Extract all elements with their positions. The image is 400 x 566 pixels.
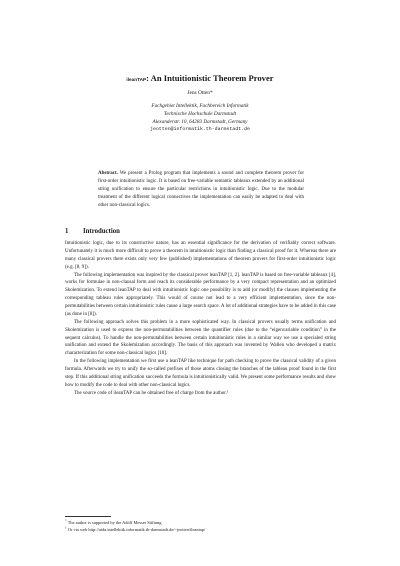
system-name: ileanTAP [126, 77, 147, 82]
abstract [98, 170, 304, 210]
paragraph-3: The following approach solves this problem in a more sophisticated way. In classical provers usually terms unification and Skolemization is used to express the non-permutabilities between the quantifier rules (due to the “eigenvariable condition” in the sequent calculus). To handle the non-permutabilities between certain intuitionistic rules in a similar way we use a specialed string unification and extend the Skolemization accordingly. The basis of this approach was invented by Wallen who developed a matrix characterization for some non-classical logics [10]. [65, 319, 336, 357]
affiliation-line-1: Fachgebiet Intellektik, Fachbereich Informatik [151, 103, 249, 109]
footnote-1-text: The author is supported by the Adölf Messer Stiftung [67, 520, 162, 525]
affiliation-line-2: Technische Hochschule Darmstadt [163, 111, 237, 117]
footnote-1 [65, 520, 340, 526]
author-email: jeotten@informatik.th-darmstadt.de [150, 127, 250, 132]
footnote-1-mark: * [65, 518, 67, 523]
paragraph-2: The following implementation was inspired by the classical prover leanTAP [1, 2]. leanTAP is based on free-variable tableaux [4], works for formulae in non-clausal form and reach its considerable performance by a very compact representation and an optimized Skolemization. To extend leanTAP to deal with intuitionistic logic one possibility is to add (or modify) the clauses implementing the corresponding tableau rules appropriately. This would of course not lead to a very efficient implementation, since the non-permutabilities between certain intuitionistic rules cause a large search space. A lot of additional strategies have to be added in this case (as done in [8]). [65, 272, 336, 317]
paragraph-5: The source code of ileanTAP can be obtained free of charge from the author.¹ [74, 390, 229, 396]
section-number: 1 [65, 228, 69, 235]
section-heading [65, 228, 120, 235]
footnote-2-mark: 1 [65, 525, 67, 530]
abstract-text: We present a Prolog program that implements a sound and complete theorem prover for first-order intuitionistic logic. It is based on free-variable semantic tableaux extended by an additional string unification to ensure the particular restrictions in intuitionistic logic. Due to the modular treatment of the different logical connectives the implementation can easily be adapted to deal with other non-classical logics. [98, 171, 304, 208]
section-title: Introduction [83, 228, 120, 235]
footnote-2-text: Or via web http://aida.intellektik.informatik.th-darmstadt.de/~jeotten/ileantap/ [67, 527, 206, 532]
abstract-label: Abstract. [98, 171, 118, 176]
footnote-rule [65, 516, 111, 517]
title-rest: : An Intuitionistic Theorem Prover [146, 73, 274, 83]
footnote-2 [65, 527, 340, 533]
affiliation-line-3: Alexanderstr. 10, 64283 Darmstadt, Germany [152, 119, 248, 125]
paragraph-4: In the following implementation we first use a leanTAP like technique for path checking to prove the classical validity of a given formula. Afterwards we try to unify the so-called prefixes of those atoms closing the branches of the tableau proof found in the first step. If this additional string unification succeeds the formula is intuitionistically valid. We present some performance results and show how to modify the code to deal with other non-classical logics. [65, 359, 336, 388]
paper-title [0, 73, 400, 83]
author-name: Jens Otten* [187, 90, 213, 96]
body-text [65, 240, 336, 398]
paragraph-1: Intuitionistic logic, due to its constructive nature, has an essential significance for the derivation of verifiably correct software. Unfortunately it is much more difficult to prove a theorem in intuitionistic logic than finding a classical proof for it. Whereas there are many classical provers there exists only very few (published) implementations of theorem provers for first-order intuitionistic logic (e.g. [8, 9]). [65, 241, 336, 270]
